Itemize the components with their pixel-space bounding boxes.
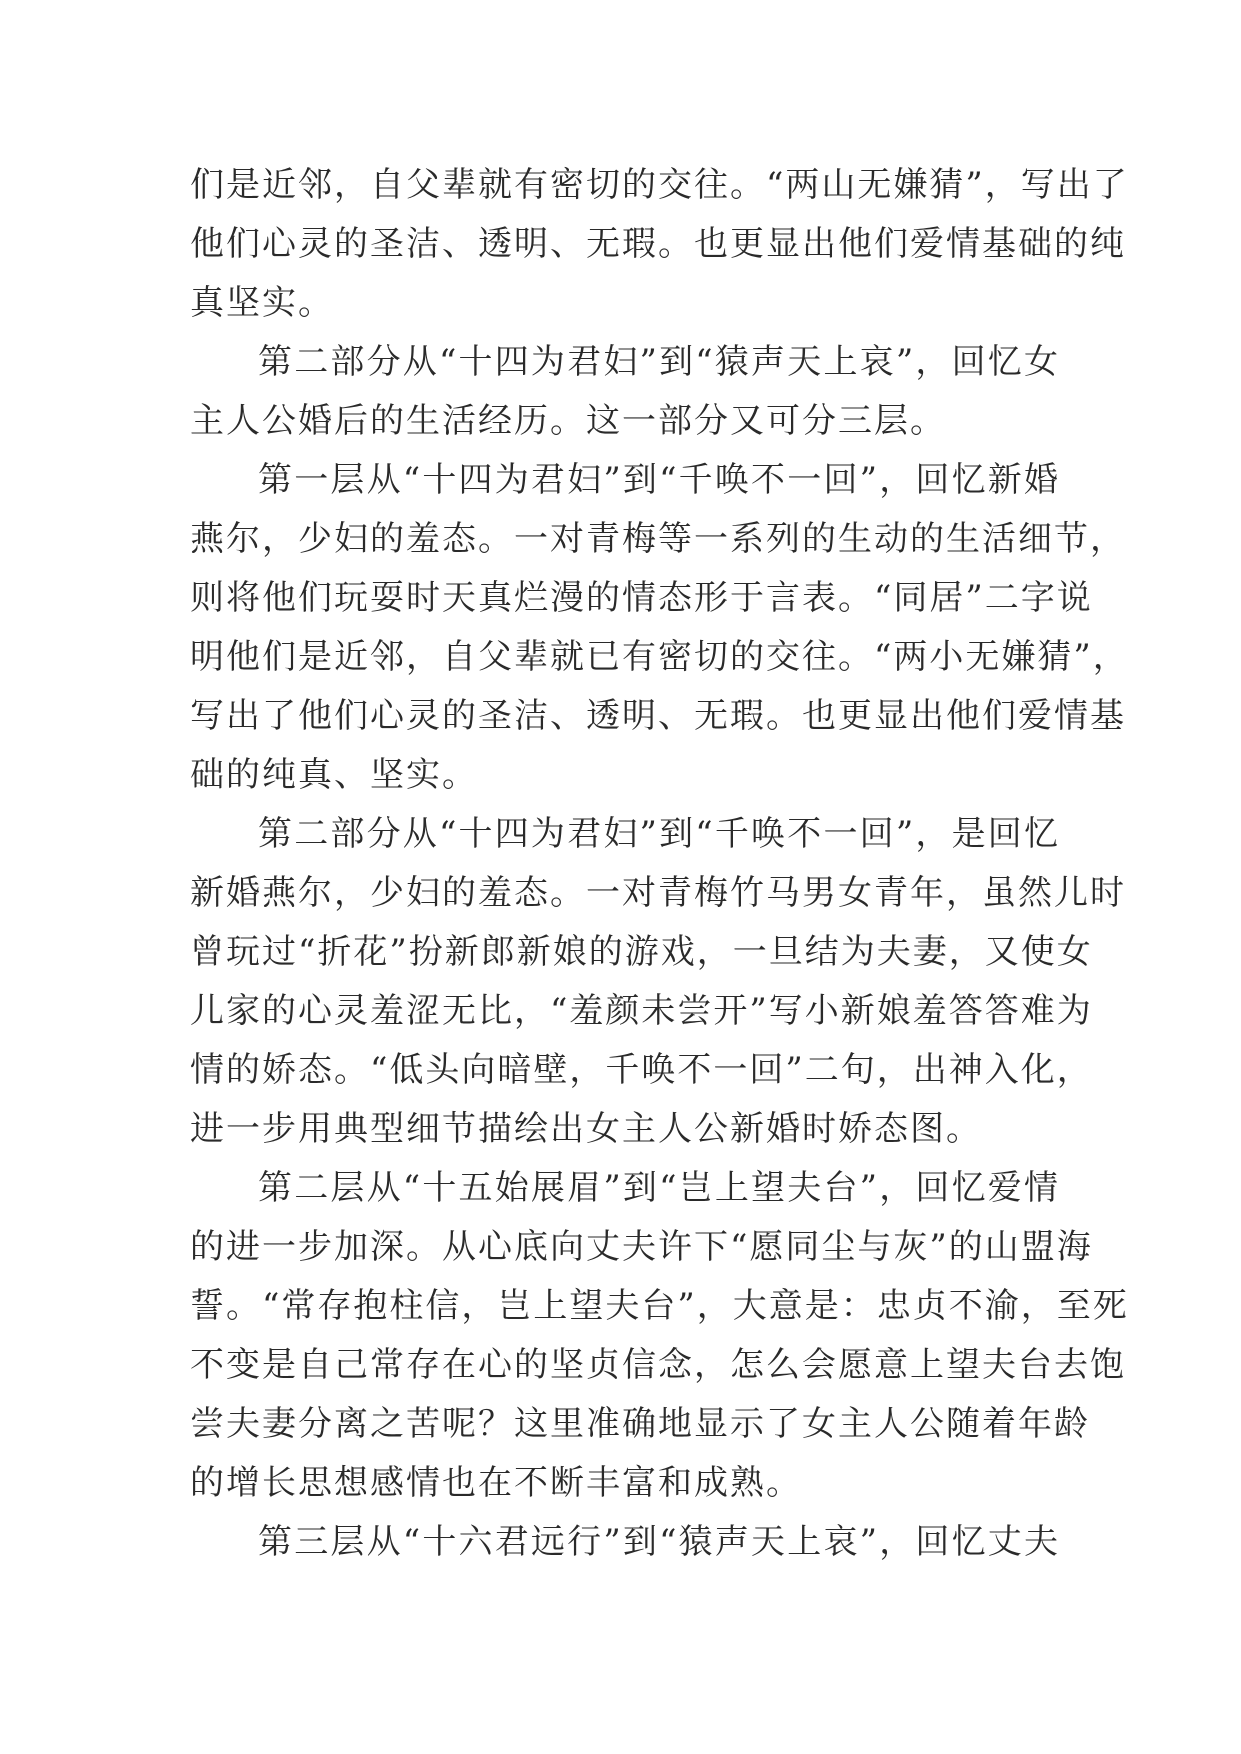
text-line: 的进一步加深。从心底向丈夫许下“愿同尘与灰”的山盟海 (190, 1227, 1093, 1267)
text-line: 新婚燕尔，少妇的羞态。一对青梅竹马男女青年，虽然儿时 (190, 873, 1126, 913)
text-line: 明他们是近邻，自父辈就已有密切的交往。“两小无嫌猜”， (190, 637, 1129, 677)
text-line: 主人公婚后的生活经历。这一部分又可分三层。 (190, 401, 946, 441)
text-line: 儿家的心灵羞涩无比，“羞颜未尝开”写小新娘羞答答难为 (190, 991, 1093, 1031)
text-line: 他们心灵的圣洁、透明、无瑕。也更显出他们爱情基础的纯 (190, 224, 1126, 264)
paragraph-first-line: 第三层从“十六君远行”到“猿声天上哀”，回忆丈夫 (258, 1522, 1060, 1562)
paragraph-first-line: 第二层从“十五始展眉”到“岂上望夫台”，回忆爱情 (258, 1168, 1060, 1208)
text-line: 们是近邻，自父辈就有密切的交往。“两山无嫌猜”，写出了 (190, 165, 1129, 205)
paragraph-first-line: 第一层从“十四为君妇”到“千唤不一回”，回忆新婚 (258, 460, 1060, 500)
text-line: 进一步用典型细节描绘出女主人公新婚时娇态图。 (190, 1109, 982, 1149)
text-line: 础的纯真、坚实。 (190, 755, 478, 795)
paragraph-first-line: 第二部分从“十四为君妇”到“猿声天上哀”，回忆女 (258, 342, 1060, 382)
text-line: 不变是自己常存在心的坚贞信念，怎么会愿意上望夫台去饱 (190, 1345, 1126, 1385)
text-line: 的增长思想感情也在不断丰富和成熟。 (190, 1463, 802, 1503)
text-line: 曾玩过“折花”扮新郎新娘的游戏，一旦结为夫妻，又使女 (190, 932, 1093, 972)
text-line: 燕尔，少妇的羞态。一对青梅等一系列的生动的生活细节， (190, 519, 1126, 559)
text-line: 则将他们玩耍时天真烂漫的情态形于言表。“同居”二字说 (190, 578, 1093, 618)
paragraph-first-line: 第二部分从“十四为君妇”到“千唤不一回”，是回忆 (258, 814, 1060, 854)
body-text (190, 156, 1129, 1572)
text-line: 写出了他们心灵的圣洁、透明、无瑕。也更显出他们爱情基 (190, 696, 1126, 736)
text-line: 真坚实。 (190, 283, 334, 323)
text-line: 尝夫妻分离之苦呢？这里准确地显示了女主人公随着年龄 (190, 1404, 1090, 1444)
text-line: 情的娇态。“低头向暗壁，千唤不一回”二句，出神入化， (190, 1050, 1093, 1090)
text-line: 誓。“常存抱柱信，岂上望夫台”，大意是：忠贞不渝，至死 (190, 1286, 1129, 1326)
